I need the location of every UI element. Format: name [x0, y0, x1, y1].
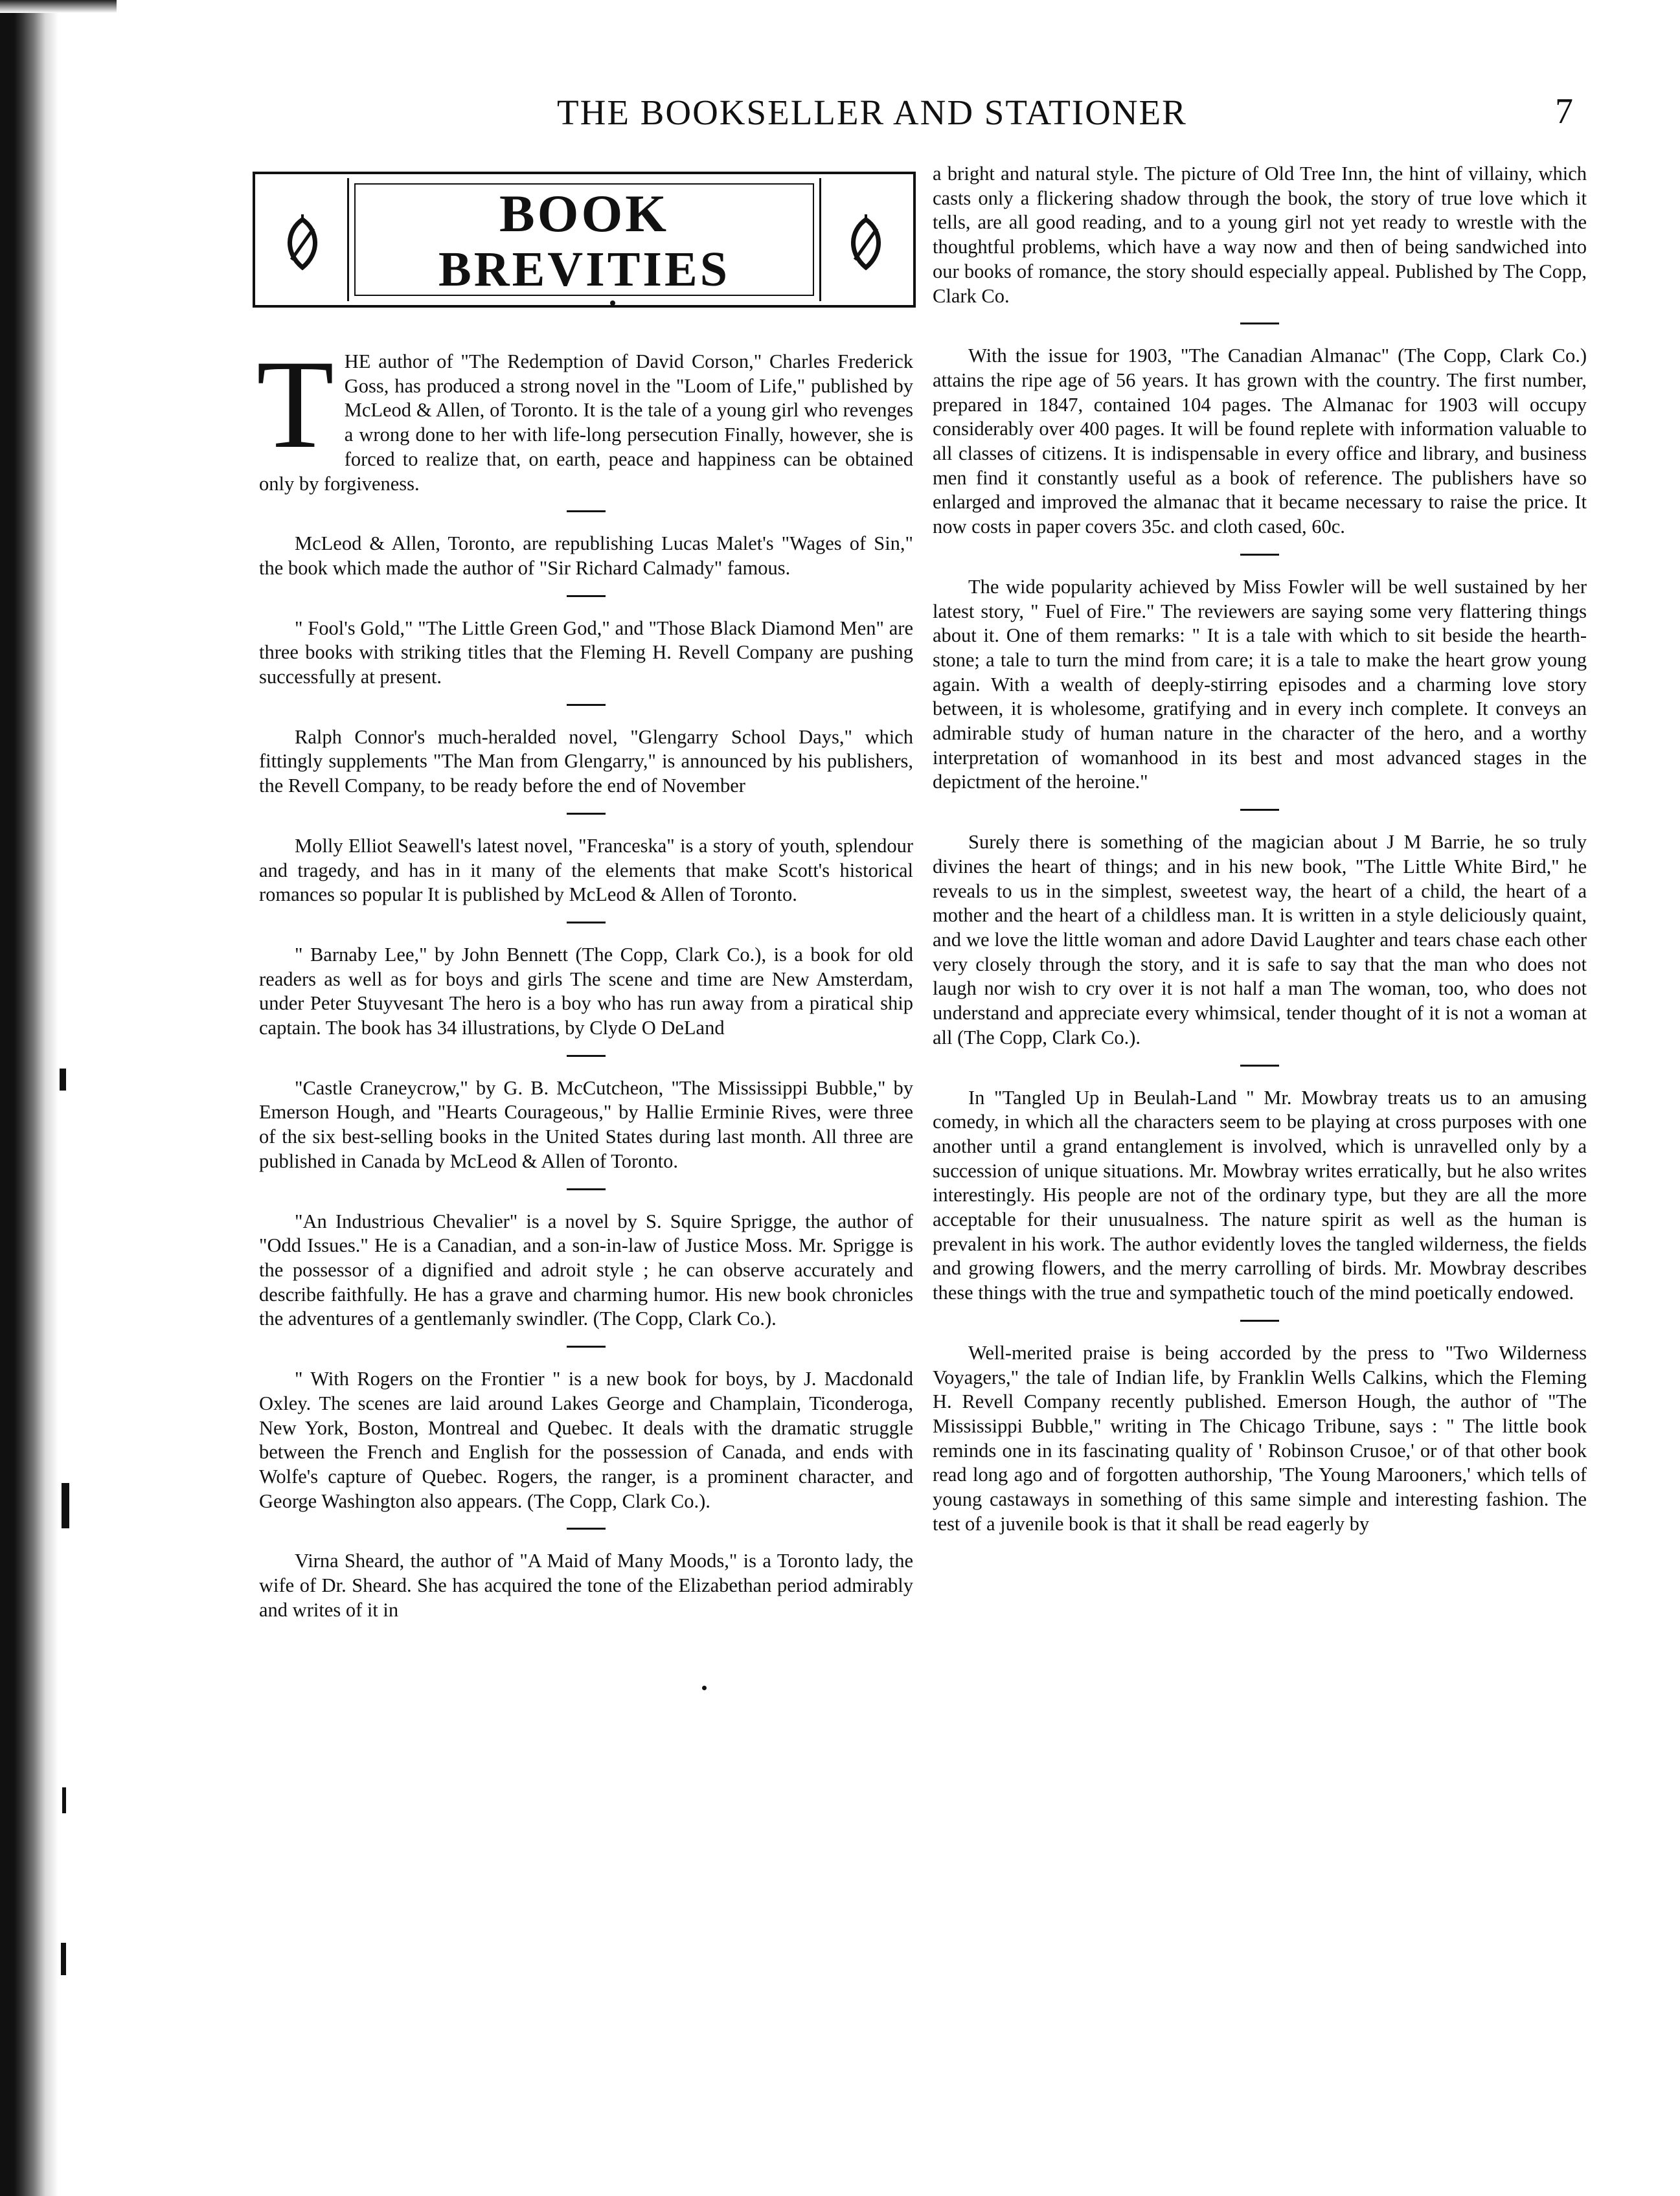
paragraph-text: HE author of "The Redemption of David Corson," Charles Frederick Goss, has produced a strong novel in the "Loom of Life," published by McLeod & Allen, of Toronto. It is the tale of a young girl who revenges a wrong done to her with life-long persecution Finally, however, she is forced to realize that, on earth, peace and happiness can be obtained only by forgiveness.	[259, 350, 913, 495]
article-paragraph: Well-merited praise is being accorded by the press to "Two Wilderness Voyagers," the tale of Indian life, by Franklin Wells Calkins, which the Fleming H. Revell Company recently published. Emerson Hough, the author of "The Mississippi Bubble," writing in The Chicago Tribune, says : " The little book reminds one in its fascinating quality of ' Robinson Crusoe,' or of that other book read long ago and of forgotten authorship, 'The Young Marooners,' which tells of young castaways in something of this same simple and interesting fashion. The test of a juvenile book is that it shall be read eagerly by	[933, 1341, 1587, 1535]
scan-speck	[62, 1483, 69, 1528]
scan-speck	[702, 1686, 707, 1690]
separator-rule	[567, 704, 606, 706]
separator-rule	[567, 813, 606, 815]
article-paragraph: Molly Elliot Seawell's latest novel, "Franceska" is a story of youth, splendour and tragedy, and has in it many of the elements that make Scott's historical romances so popular It is published by McLeod & Allen of Toronto.	[259, 834, 913, 906]
title-line-1: BOOK	[499, 184, 670, 243]
article-paragraph: In "Tangled Up in Beulah-Land " Mr. Mowbray treats us to an amusing comedy, in which all the characters seem to be playing at cross purposes with one another until a grand entanglement is involved, which is unravelled only by a succession of unique situations. Mr. Mowbray writes erratically, but he also writes interestingly. His people are not of the ordinary type, but they are all the more acceptable for their unusualness. The nature spirit as well as the human is prevalent in his work. The author evidently loves the tangled wilderness, the fields and growing flowers, and the merry carrolling of birds. Mr. Mowbray describes these things with the true and sympathetic touch of the mind poetically endowed.	[933, 1086, 1587, 1304]
binding-edge	[0, 0, 58, 2196]
separator-rule	[567, 595, 606, 597]
separator-rule	[1240, 1320, 1279, 1322]
separator-rule	[567, 1528, 606, 1530]
article-paragraph: " Fool's Gold," "The Little Green God," and "Those Black Diamond Men" are three books with striking titles that the Fleming H. Revell Company are pushing successfully at present.	[259, 617, 913, 688]
separator-rule	[567, 1188, 606, 1190]
drop-cap: T	[256, 334, 334, 475]
separator-rule	[1240, 323, 1279, 324]
leaf-ornament-icon	[843, 214, 889, 273]
article-paragraph	[256, 334, 913, 496]
page-number: 7	[1555, 91, 1573, 131]
article-paragraph: Surely there is something of the magician about J M Barrie, he so truly divines the heart of things; and in his new book, "The Little White Bird," he reveals to us in the simplest, sweetest way, the heart of a child, the heart of a mother and the heart of a childless man. It is written in a style deliciously quaint, and we love the little woman and adore David Laughter and tears chase each other very closely through the story, and it is safe to say that the man who does not laugh nor wish to cry over it is not half a man The woman, too, who does not understand and appreciate every whimsical, tender thought of it is not a woman at all (The Copp, Clark Co.).	[933, 831, 1587, 1048]
scan-speck	[60, 1069, 66, 1091]
article-paragraph: "An Industrious Chevalier" is a novel by S. Squire Sprigge, the author of "Odd Issues." He is a Canadian, and a son-in-law of Justice Moss. Mr. Sprigge is the possessor of a dignified and adroit style ; he can observe accurately and describe faithfully. He has a grave and charming humor. His new book chronicles the adventures of a gentlemanly swindler. (The Copp, Clark Co.).	[259, 1210, 913, 1330]
running-head: THE BOOKSELLER AND STATIONER	[557, 93, 1187, 132]
left-column	[256, 334, 913, 1622]
title-dot	[610, 300, 615, 306]
scan-speck	[61, 1943, 66, 1975]
article-paragraph: The wide popularity achieved by Miss Fowler will be well sustained by her latest story, " Fuel of Fire." The reviewers are saying some very flattering things about it. One of them remarks: " It is a tale with which to sit beside the hearth-stone; a tale to turn the mind from care; it is a tale to make the heart grow young again. With a wealth of deeply-stirring episodes and a charming love story between, it is wholesome, gratifying and in every inch complete. It conveys an admirable study of human nature in the character of the hero, and a worthy interpretation of womanhood in its best and most advanced stages in the depictment of the heroine."	[933, 575, 1587, 793]
article-paragraph: "Castle Craneycrow," by G. B. McCutcheon, "The Mississippi Bubble," by Emerson Hough, and "Hearts Courageous," by Hallie Erminie Rives, were three of the six best-selling books in the United States during last month. All three are published in Canada by McLeod & Allen of Toronto.	[259, 1076, 913, 1172]
separator-rule	[567, 510, 606, 512]
separator-rule	[567, 1055, 606, 1057]
scan-speck	[62, 1787, 66, 1813]
separator-rule	[567, 1346, 606, 1348]
separator-rule	[1240, 554, 1279, 556]
right-column	[933, 162, 1587, 1536]
binding-edge-top	[0, 0, 117, 13]
leaf-ornament-icon	[280, 214, 325, 273]
article-paragraph: With the issue for 1903, "The Canadian Almanac" (The Copp, Clark Co.) attains the ripe age of 56 years. It has grown with the country. The first number, prepared in 1847, contained 104 pages. The Almanac for 1903 will occupy considerably over 400 pages. It will be found replete with information valuable to all classes of citizens. It is indispensable in every office and library, and business men find it constantly useful as a book of reference. The publishers have so enlarged and improved the almanac that it became necessary to raise the price. It now costs in paper covers 35c. and cloth cased, 60c.	[933, 345, 1587, 538]
article-paragraph: " Barnaby Lee," by John Bennett (The Copp, Clark Co.), is a book for old readers as well as for boys and girls The scene and time are New Amsterdam, under Peter Stuyvesant The hero is a boy who has run away from a piratical ship captain. The book has 34 illustrations, by Clyde O DeLand	[259, 943, 913, 1039]
title-line-2: BREVITIES	[438, 242, 730, 297]
separator-rule	[1240, 1065, 1279, 1067]
article-paragraph: Virna Sheard, the author of "A Maid of Many Moods," is a Toronto lady, the wife of Dr. Sheard. She has acquired the tone of the Elizabethan period admirably and writes of it in	[259, 1550, 913, 1621]
article-paragraph: Ralph Connor's much-heralded novel, "Glengarry School Days," which fittingly supplements "The Man from Glengarry," is announced by his publishers, the Revell Company, to be ready before the end of November	[259, 725, 913, 797]
section-title	[347, 186, 821, 297]
article-paragraph: McLeod & Allen, Toronto, are republishing Lucas Malet's "Wages of Sin," the book which made the author of "Sir Richard Calmady" famous.	[259, 532, 913, 579]
separator-rule	[1240, 809, 1279, 811]
title-box	[253, 172, 916, 308]
separator-rule	[567, 922, 606, 923]
article-paragraph-continued: a bright and natural style. The picture of Old Tree Inn, the hint of villainy, which casts only a flickering shadow through the book, the story of true love which it tells, are all good reading, and to a young girl not yet ready to wrestle with the thoughtful problems, which have a way now and then of being sandwiched into our books of romance, the story should especially appeal. Published by The Copp, Clark Co.	[933, 163, 1587, 307]
article-paragraph: " With Rogers on the Frontier " is a new book for boys, by J. Macdonald Oxley. The scenes are laid around Lakes George and Champlain, Ticonderoga, New York, Boston, Montreal and Quebec. It deals with the dramatic struggle between the French and English for the possession of Canada, and ends with Wolfe's capture of Quebec. Rogers, the ranger, is a prominent character, and George Washington also appears. (The Copp, Clark Co.).	[259, 1368, 913, 1512]
